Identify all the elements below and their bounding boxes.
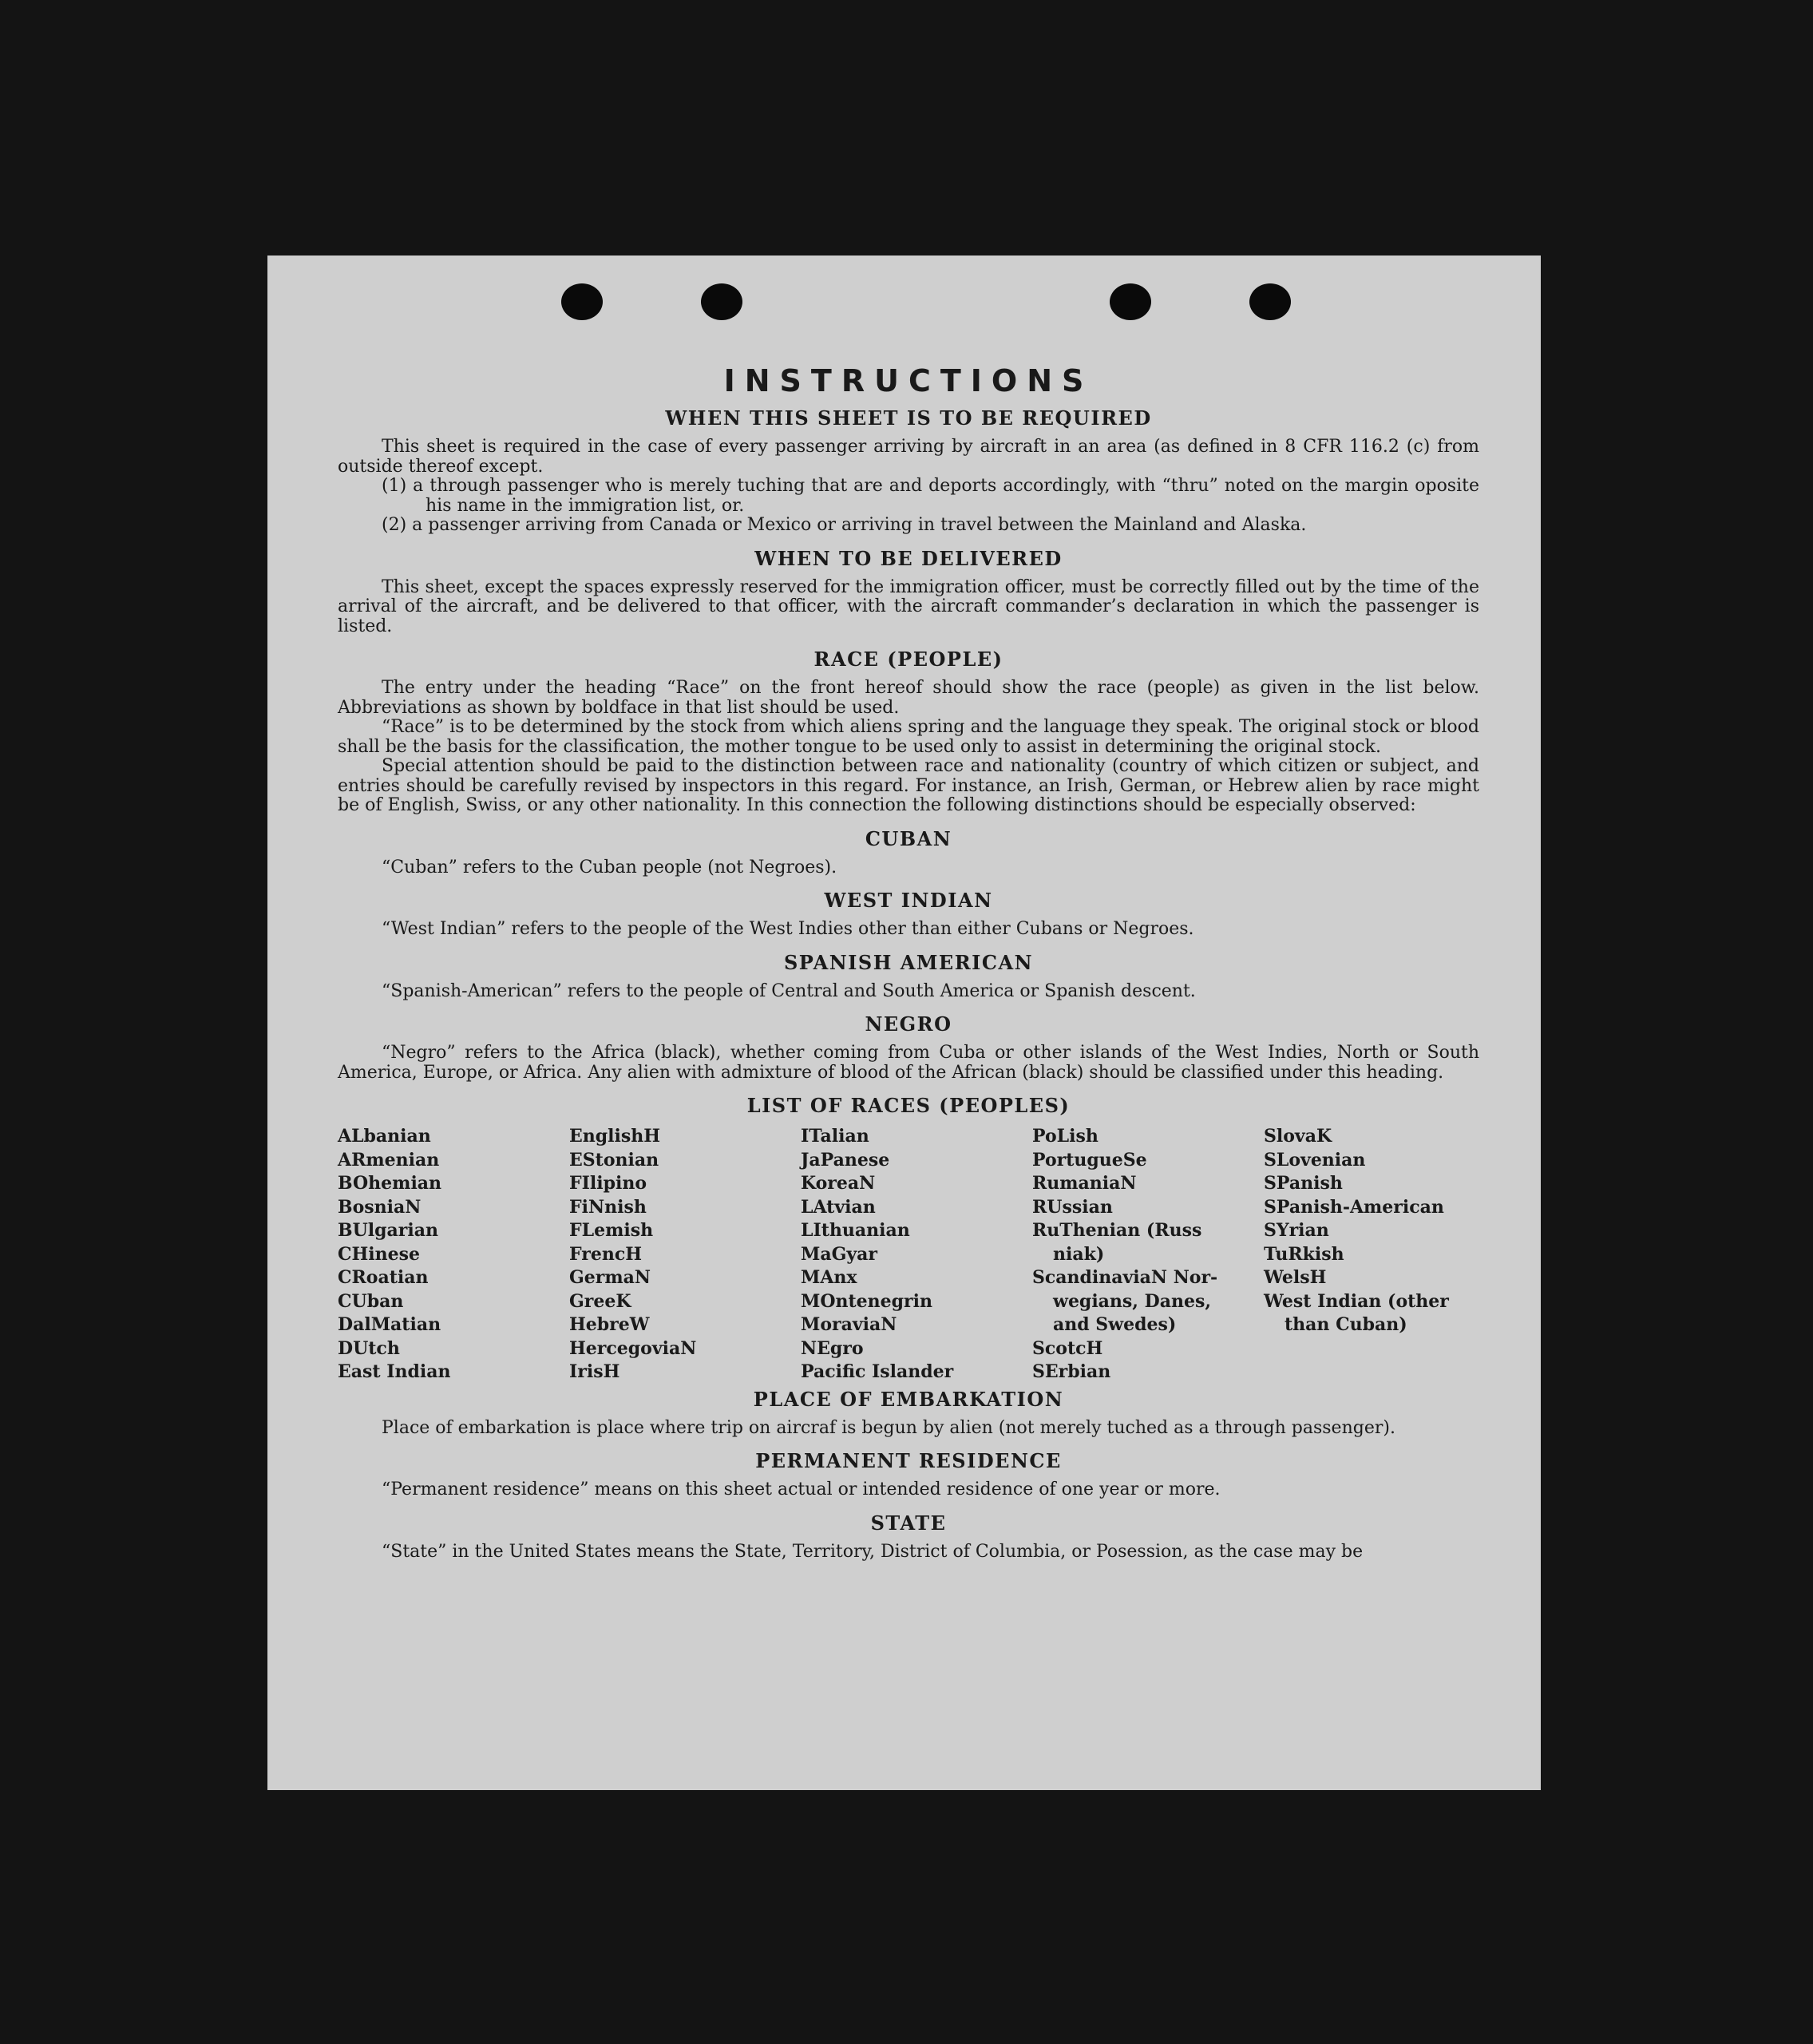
race-entry: HebreW xyxy=(569,1314,650,1335)
race-entry: PortugueSe xyxy=(1032,1149,1147,1171)
race-entry: DUtch xyxy=(338,1337,400,1359)
document-content xyxy=(338,363,1479,1562)
race-entry: NEgro xyxy=(801,1337,864,1359)
race-entry: LAtvian xyxy=(801,1196,876,1218)
negro-text: “Negro” refers to the Africa (black), whether coming from Cuba or other islands of the West Indies, North or South America, Europe, or Africa. Any alien with admixture of blood of the African (black) should be classified under this heading. xyxy=(338,1043,1479,1083)
embarkation-text: Place of embarkation is place where trip on aircraf is begun by alien (not merely tuched as a through passenger). xyxy=(382,1417,1395,1438)
heading-spanish-american: SPANISH AMERICAN xyxy=(783,950,1034,974)
race-entry: MaGyar xyxy=(801,1243,878,1265)
race-entry: BosniaN xyxy=(338,1196,422,1218)
when-delivered-text: This sheet, except the spaces expressly reserved for the immigration officer, must be correctly filled out by the time of the arrival of the aircraft, and be delivered to that officer, with the aircraft commander’s declaration in which the passenger is listed. xyxy=(338,576,1479,636)
race-entry: niak) xyxy=(1053,1243,1105,1265)
race-entry: SPanish-American xyxy=(1264,1196,1444,1218)
race-entry: PoLish xyxy=(1032,1126,1098,1147)
race-entry: JaPanese xyxy=(801,1149,890,1171)
race-entry: GermaN xyxy=(569,1267,651,1288)
race-entry: RuThenian (Russ xyxy=(1032,1220,1202,1241)
race-entry: BOhemian xyxy=(338,1173,442,1194)
heading-list-of-races: LIST OF RACES (PEOPLES) xyxy=(746,1094,1071,1117)
race-entry: than Cuban) xyxy=(1285,1314,1407,1335)
race-entry: and Swedes) xyxy=(1053,1314,1177,1335)
race-entry: FrencH xyxy=(569,1243,642,1265)
race-paragraph-2: “Race” is to be determined by the stock from which aliens spring and the language they speak. The original stock or blood shall be the basis for the classification, the mother tongue to be used only to assist in determining the original stock. xyxy=(338,717,1479,757)
race-entry: WelsH xyxy=(1264,1267,1327,1288)
race-entry: ITalian xyxy=(801,1126,869,1147)
race-entry: FIlipino xyxy=(569,1173,647,1194)
document-title: INSTRUCTIONS xyxy=(723,363,1094,398)
race-entry: EStonian xyxy=(569,1149,659,1171)
permanent-residence-text: “Permanent residence” means on this sheet actual or intended residence of one year or more. xyxy=(382,1480,1221,1499)
heading-cuban: CUBAN xyxy=(865,826,952,850)
race-entry: CRoatian xyxy=(338,1267,429,1288)
race-entry: IrisH xyxy=(569,1361,620,1382)
heading-west-indian: WEST INDIAN xyxy=(824,889,993,912)
race-entry: KoreaN xyxy=(801,1173,876,1194)
race-column xyxy=(1032,1125,1248,1384)
race-entry: ScandinaviaN Nor- xyxy=(1032,1267,1218,1288)
race-entry: SLovenian xyxy=(1264,1149,1366,1171)
spanish-american-text: “Spanish-American” refers to the people of Central and South America or Spanish descent. xyxy=(382,980,1196,1001)
punch-hole xyxy=(1249,283,1291,320)
race-entry: DalMatian xyxy=(338,1314,441,1335)
race-entry: CUban xyxy=(338,1290,404,1312)
race-entry: FLemish xyxy=(569,1220,654,1241)
race-entry: SErbian xyxy=(1032,1361,1111,1382)
race-entry: HercegoviaN xyxy=(569,1337,697,1359)
cuban-text: “Cuban” refers to the Cuban people (not Negroes). xyxy=(382,857,837,877)
race-entry: RUssian xyxy=(1032,1196,1113,1218)
race-entry: ScotcH xyxy=(1032,1337,1103,1359)
race-entry: MOntenegrin xyxy=(801,1290,932,1312)
race-entry: FiNnish xyxy=(569,1196,647,1218)
race-entry: Pacific Islander xyxy=(801,1361,954,1382)
race-paragraph-3: Special attention should be paid to the distinction between race and nationality (country of which citizen or subject, and entries should be carefully revised by inspectors in this regard. For instance, an Irish, German, or Hebrew alien by race might be of English, Swiss, or any other nationality. In this connection the following distinctions should be especially observed: xyxy=(338,756,1479,815)
heading-negro: NEGRO xyxy=(865,1012,952,1036)
race-column xyxy=(338,1125,553,1384)
race-entry: West Indian (other xyxy=(1264,1290,1449,1312)
west-indian-text: “West Indian” refers to the people of the West Indies other than either Cubans or Negroes. xyxy=(382,919,1194,939)
document-sheet xyxy=(267,256,1541,1790)
race-column xyxy=(801,1125,1016,1384)
race-column xyxy=(1264,1125,1479,1384)
race-entry: ALbanian xyxy=(338,1126,431,1147)
when-required-item-2: (2) a passenger arriving from Canada or Mexico or arriving in travel between the Mainland and Alaska. xyxy=(382,515,1307,535)
state-text: “State” in the United States means the State, Territory, District of Columbia, or Posession, as the case may be xyxy=(382,1541,1364,1562)
race-entry: SlovaK xyxy=(1264,1126,1332,1147)
race-entry: SYrian xyxy=(1264,1220,1329,1241)
when-required-intro: This sheet is required in the case of every passenger arriving by aircraft in an area (as defined in 8 CFR 116.2 (c) from outside thereof except. xyxy=(338,437,1479,477)
race-entry: EnglishH xyxy=(569,1126,661,1147)
race-entry: SPanish xyxy=(1264,1173,1343,1194)
race-entry: East Indian xyxy=(338,1361,451,1382)
punch-hole xyxy=(701,283,742,320)
punch-hole xyxy=(1110,283,1151,320)
race-entry: ARmenian xyxy=(338,1149,440,1171)
race-entry: wegians, Danes, xyxy=(1053,1290,1211,1312)
heading-permanent-residence: PERMANENT RESIDENCE xyxy=(755,1449,1062,1472)
race-paragraph-1: The entry under the heading “Race” on the front hereof should show the race (people) as given in the list below. Abbreviations as shown by boldface in that list should be used. xyxy=(338,678,1479,718)
race-entry: MAnx xyxy=(801,1267,857,1288)
race-list xyxy=(338,1125,1479,1384)
heading-when-delivered: WHEN TO BE DELIVERED xyxy=(754,546,1063,570)
when-required-item-1: (1) a through passenger who is merely tuching that are and deports accordingly, with “thru” noted on the margin oposite his name in the immigration list, or. xyxy=(382,476,1479,516)
race-column xyxy=(569,1125,785,1384)
race-entry: BUlgarian xyxy=(338,1220,438,1241)
heading-when-required: WHEN THIS SHEET IS TO BE REQUIRED xyxy=(665,406,1152,430)
race-entry: GreeK xyxy=(569,1290,631,1312)
race-entry: CHinese xyxy=(338,1243,421,1265)
heading-race: RACE (PEOPLE) xyxy=(813,648,1003,671)
race-entry: RumaniaN xyxy=(1032,1173,1137,1194)
heading-state: STATE xyxy=(870,1511,947,1535)
heading-embarkation: PLACE OF EMBARKATION xyxy=(753,1387,1064,1411)
punch-hole xyxy=(561,283,603,320)
race-entry: LIthuanian xyxy=(801,1220,910,1241)
race-entry: TuRkish xyxy=(1264,1243,1344,1265)
race-entry: MoraviaN xyxy=(801,1314,897,1335)
